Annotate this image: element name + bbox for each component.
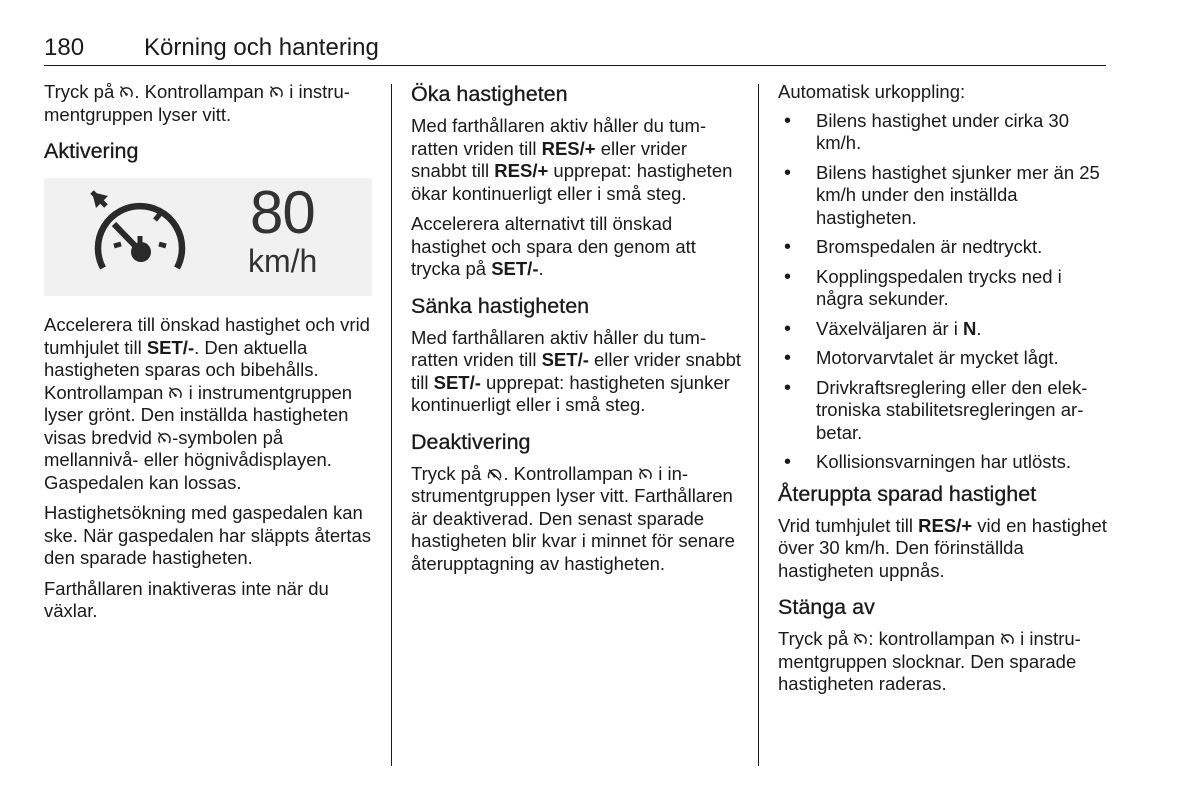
paragraph: Farthållaren inaktiveras inte när du växlar. bbox=[44, 577, 329, 621]
cruise-control-icon bbox=[853, 632, 868, 647]
cruise-control-icon bbox=[157, 431, 172, 446]
list-item: • Kollisionsvarningen har utlösts. bbox=[778, 451, 1108, 474]
paragraph: Vrid tumhjulet till RES/+ vid en hastighet över 30 km/h. Den förinställda hastigheten uppnås. bbox=[778, 514, 1107, 581]
paragraph: Automatisk urkoppling: bbox=[778, 81, 966, 102]
column-right bbox=[778, 81, 1108, 704]
heading-deactivation: Deaktivering bbox=[411, 429, 531, 454]
list-item: • Bilens hastighet under cirka 30 km/h. bbox=[778, 110, 1108, 155]
paragraph: Med farthållaren aktiv håller du tumratten vriden till RES/+ eller vrider snabbt till RES/+ upprepat: hastigheten ökar kontinuerligt eller i små steg. bbox=[411, 115, 733, 204]
cruise-control-icon bbox=[1000, 632, 1015, 647]
paragraph: Tryck på . Kontrollampan i instrumentgruppen lyser vitt. bbox=[44, 81, 350, 125]
speedometer-icon bbox=[84, 184, 196, 290]
list-item: • Drivkraftsreglering eller den elektroniska stabilitetsregleringen arbetar. bbox=[778, 377, 1108, 445]
list-item: • Motorvarvtalet är mycket lågt. bbox=[778, 347, 1108, 370]
paragraph: Med farthållaren aktiv håller du tumratten vriden till SET/- eller vrider snabbt till SET/- upprepat: hastigheten sjunker kontinuerligt eller i små steg. bbox=[411, 326, 742, 415]
column-middle bbox=[411, 81, 743, 583]
paragraph: Tryck på . Kontrollampan i instrumentgruppen lyser vitt. Farthållaren är deaktiverad. Den senast sparade hastigheten blir kvar i minnet för senare återupptagning av hastigheten. bbox=[411, 462, 735, 574]
paragraph: Hastighetsökning med gaspedalen kan ske. När gaspedalen har släppts återtas den sparade hastigheten. bbox=[44, 502, 372, 568]
list-item: • Bromspedalen är nedtryckt. bbox=[778, 236, 1108, 259]
column-divider bbox=[391, 84, 392, 766]
heading-resume-speed: Återuppta sparad hastighet bbox=[778, 481, 1037, 506]
cruise-control-icon bbox=[168, 386, 183, 401]
paragraph: Accelerera till önskad hastighet och vrid tumhjulet till SET/-. Den aktuella hastigheten sparas och bibehålls. Kontrollampan i instrumentgruppen lyser grönt. Den inställda hastigheten visas bredvid -symbolen på mellannivå- eller högnivådisplayen. Gaspedalen kan lossas. bbox=[44, 314, 370, 493]
column-divider bbox=[758, 84, 759, 766]
heading-decrease-speed: Sänka hastigheten bbox=[411, 293, 590, 318]
list-item: • Bilens hastighet sjunker mer än 25 km/h under den inställda hastigheten. bbox=[778, 162, 1108, 230]
cruise-control-icon bbox=[638, 467, 653, 482]
page-number: 180 bbox=[44, 34, 85, 61]
paragraph: Tryck på : kontrollampan i instrumentgruppen slocknar. Den sparade hastigheten raderas. bbox=[778, 628, 1081, 694]
cruise-control-icon bbox=[269, 85, 284, 100]
auto-disengage-list bbox=[778, 110, 1108, 474]
cruise-control-cancel-icon bbox=[486, 467, 503, 482]
heading-activation: Aktivering bbox=[44, 139, 139, 163]
set-speed-unit: km/h bbox=[248, 243, 318, 279]
paragraph: Accelerera alternativt till önskad hastighet och spara den genom att trycka på SET/-. bbox=[411, 213, 696, 279]
cluster-display-figure bbox=[44, 178, 372, 296]
heading-increase-speed: Öka hastigheten bbox=[411, 82, 568, 106]
list-item: • Kopplingspedalen trycks ned i några sekunder. bbox=[778, 266, 1108, 311]
cruise-control-icon bbox=[119, 85, 134, 100]
column-left bbox=[44, 81, 374, 631]
list-item: • Växelväljaren är i N. bbox=[778, 318, 1108, 341]
heading-turn-off: Stänga av bbox=[778, 595, 875, 619]
page-header bbox=[44, 34, 1106, 66]
section-title: Körning och hantering bbox=[144, 34, 379, 61]
set-speed-value: 80 bbox=[250, 179, 315, 246]
